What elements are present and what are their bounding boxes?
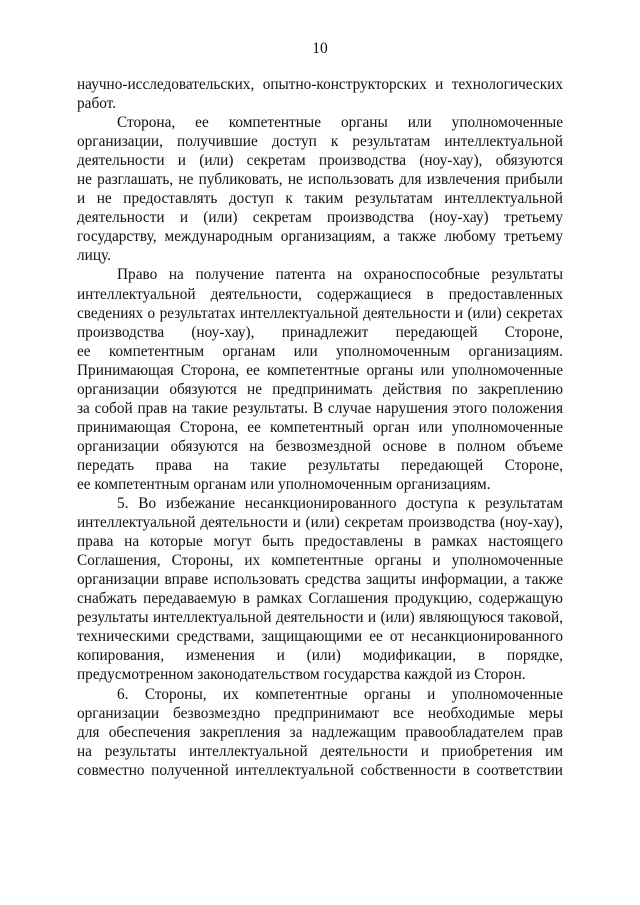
line: организации обязуются не предпринимать действия по закреплению (77, 380, 563, 398)
line: техническими средствами, защищающими ее от несанкционированного (77, 628, 563, 646)
line: права на которые могут быть предоставлены в рамках настоящего (77, 533, 563, 551)
line: Соглашения, Стороны, их компетентные органы и уполномоченные (77, 552, 563, 570)
line: производства (ноу-хау), принадлежит передающей Стороне, (77, 323, 563, 341)
line: за собой прав на такие результаты. В случае нарушения этого положения (77, 399, 563, 417)
page-number: 10 (312, 40, 328, 57)
line: снабжать передаваемую в рамках Соглашения продукцию, содержащую (77, 590, 563, 608)
line: деятельности и (или) секретам производства (ноу-хау), обязуются (77, 152, 563, 170)
line: для обеспечения закрепления за надлежащим правообладателем прав (77, 723, 563, 741)
line: передать права на такие результаты передающей Стороне, (77, 456, 563, 474)
line: не разглашать, не публиковать, не использовать для извлечения прибыли (77, 171, 563, 189)
line: ее компетентным органам или уполномоченным организациям. (77, 475, 491, 493)
line: организации безвозмездно предпринимают все необходимые меры (77, 704, 563, 722)
line: Сторона, ее компетентные органы или уполномоченные (117, 114, 563, 132)
line: Принимающая Сторона, ее компетентные органы или уполномоченные (77, 361, 563, 379)
line: ее компетентным органам или уполномоченным организациям. (77, 342, 563, 360)
line: интеллектуальной деятельности и (или) секретам производства (ноу-хау), (77, 514, 563, 532)
line: интеллектуальной деятельности, содержащиеся в предоставленных (77, 285, 563, 303)
line: сведениях о результатах интеллектуальной деятельности и (или) секретах (77, 304, 563, 322)
line: работ. (77, 95, 117, 113)
line: копирования, изменения и (или) модификации, в порядке, (77, 647, 563, 665)
line: деятельности и (или) секретам производства (ноу-хау) третьему (77, 209, 563, 227)
line: 6. Стороны, их компетентные органы и уполномоченные (117, 685, 563, 703)
document-body (77, 75, 563, 780)
line: организации вправе использовать средства защиты информации, а также (77, 571, 563, 589)
line: совместно полученной интеллектуальной собственности в соответствии (77, 761, 563, 779)
line: Право на получение патента на охраноспособные результаты (117, 266, 563, 284)
line: предусмотренном законодательством государства каждой из Сторон. (77, 666, 526, 684)
line: принимающая Сторона, ее компетентный орган или уполномоченные (77, 418, 563, 436)
line: результаты интеллектуальной деятельности и (или) являющуюся таковой, (77, 609, 563, 627)
line: организации обязуются на безвозмездной основе в полном объеме (77, 437, 563, 455)
line: организации, получившие доступ к результатам интеллектуальной (77, 133, 563, 151)
line: лицу. (77, 247, 111, 265)
line: научно-исследовательских, опытно-конструкторских и технологических (77, 76, 563, 93)
line: 5. Во избежание несанкционированного доступа к результатам (117, 495, 563, 513)
line: на результаты интеллектуальной деятельности и приобретения им (77, 742, 563, 760)
line: государству, международным организациям, а также любому третьему (77, 228, 563, 246)
line: и не предоставлять доступ к таким результатам интеллектуальной (77, 190, 563, 208)
